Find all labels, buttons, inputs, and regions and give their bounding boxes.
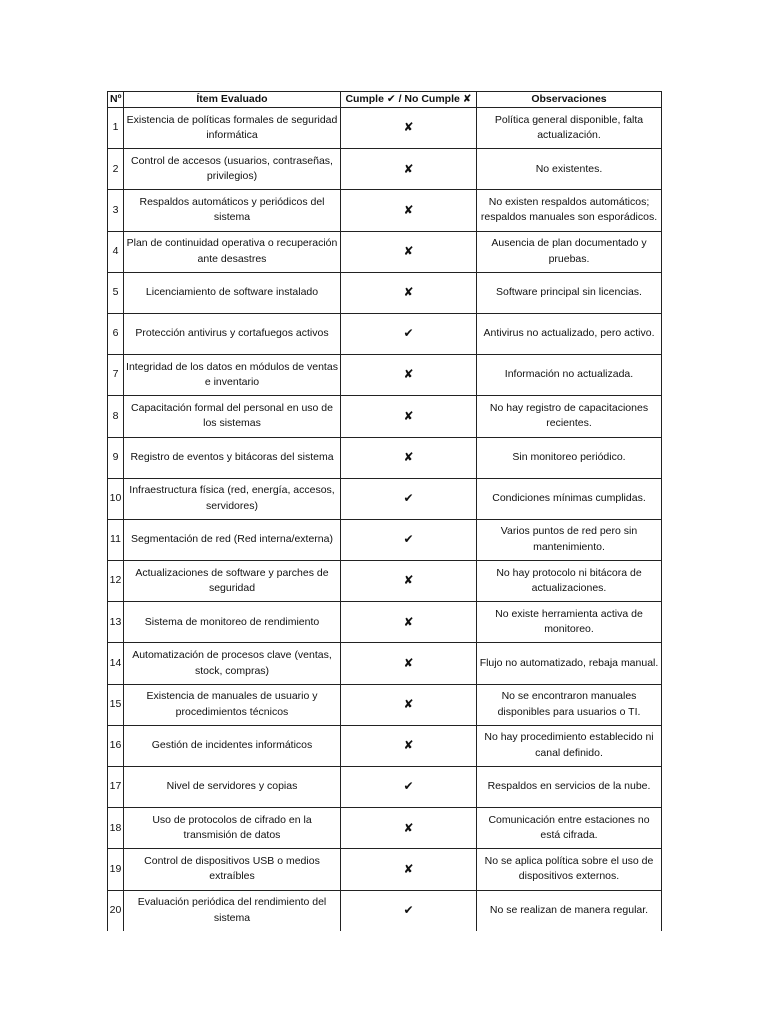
row-number: 6 [108,313,124,354]
table-row [108,355,662,396]
row-item: Plan de continuidad operativa o recuperación ante desastres [124,231,341,272]
row-item: Protección antivirus y cortafuegos activos [124,313,341,354]
table-row [108,149,662,190]
row-compliance-mark: ✘ [341,849,477,890]
table-row [108,519,662,560]
row-observation: Flujo no automatizado, rebaja manual. [477,643,662,684]
table-row [108,396,662,437]
row-item: Automatización de procesos clave (ventas, stock, compras) [124,643,341,684]
row-compliance-mark: ✘ [341,108,477,149]
row-item: Segmentación de red (Red interna/externa) [124,519,341,560]
row-item: Evaluación periódica del rendimiento del sistema [124,890,341,931]
row-compliance-mark: ✔ [341,478,477,519]
row-item: Uso de protocolos de cifrado en la transmisión de datos [124,808,341,849]
row-observation: No existen respaldos automáticos; respaldos manuales son esporádicos. [477,190,662,231]
row-compliance-mark: ✘ [341,643,477,684]
row-item: Sistema de monitoreo de rendimiento [124,602,341,643]
row-compliance-mark: ✘ [341,808,477,849]
table-row [108,231,662,272]
row-observation: Varios puntos de red pero sin mantenimiento. [477,519,662,560]
table-row [108,684,662,725]
row-number: 12 [108,561,124,602]
table-row [108,561,662,602]
table-row [108,313,662,354]
row-observation: Software principal sin licencias. [477,272,662,313]
row-item: Actualizaciones de software y parches de seguridad [124,561,341,602]
table-row [108,808,662,849]
row-observation: No existe herramienta activa de monitoreo. [477,602,662,643]
row-compliance-mark: ✘ [341,561,477,602]
row-compliance-mark: ✘ [341,272,477,313]
row-observation: Información no actualizada. [477,355,662,396]
row-observation: Ausencia de plan documentado y pruebas. [477,231,662,272]
row-number: 19 [108,849,124,890]
row-observation: Política general disponible, falta actualización. [477,108,662,149]
table-row [108,849,662,890]
table-row [108,478,662,519]
row-observation: Comunicación entre estaciones no está cifrada. [477,808,662,849]
row-observation: No existentes. [477,149,662,190]
row-number: 5 [108,272,124,313]
row-compliance-mark: ✘ [341,684,477,725]
row-number: 13 [108,602,124,643]
row-compliance-mark: ✔ [341,890,477,931]
row-observation: No se aplica política sobre el uso de dispositivos externos. [477,849,662,890]
row-number: 3 [108,190,124,231]
header-item: Ítem Evaluado [124,92,341,108]
row-number: 16 [108,725,124,766]
row-observation: Condiciones mínimas cumplidas. [477,478,662,519]
row-observation: No se encontraron manuales disponibles para usuarios o TI. [477,684,662,725]
row-item: Registro de eventos y bitácoras del sistema [124,437,341,478]
header-compliance: Cumple ✔ / No Cumple ✘ [341,92,477,108]
row-observation: No hay protocolo ni bitácora de actualizaciones. [477,561,662,602]
row-compliance-mark: ✘ [341,602,477,643]
evaluation-table [107,91,662,931]
row-number: 15 [108,684,124,725]
row-observation: No hay procedimiento establecido ni canal definido. [477,725,662,766]
table-row [108,643,662,684]
row-number: 10 [108,478,124,519]
row-compliance-mark: ✘ [341,355,477,396]
row-number: 8 [108,396,124,437]
row-number: 11 [108,519,124,560]
table-header-row [108,92,662,108]
table-row [108,437,662,478]
row-compliance-mark: ✘ [341,725,477,766]
row-compliance-mark: ✘ [341,231,477,272]
row-compliance-mark: ✔ [341,767,477,808]
table-row [108,108,662,149]
row-item: Control de accesos (usuarios, contraseñas, privilegios) [124,149,341,190]
row-item: Control de dispositivos USB o medios extraíbles [124,849,341,890]
row-compliance-mark: ✔ [341,313,477,354]
row-item: Nivel de servidores y copias [124,767,341,808]
row-number: 20 [108,890,124,931]
row-observation: No se realizan de manera regular. [477,890,662,931]
row-item: Integridad de los datos en módulos de ventas e inventario [124,355,341,396]
row-compliance-mark: ✔ [341,519,477,560]
table-row [108,767,662,808]
row-observation: Sin monitoreo periódico. [477,437,662,478]
row-number: 17 [108,767,124,808]
row-number: 2 [108,149,124,190]
row-item: Capacitación formal del personal en uso de los sistemas [124,396,341,437]
row-compliance-mark: ✘ [341,190,477,231]
row-number: 1 [108,108,124,149]
row-item: Existencia de políticas formales de seguridad informática [124,108,341,149]
row-item: Respaldos automáticos y periódicos del sistema [124,190,341,231]
table-row [108,272,662,313]
table-row [108,890,662,931]
row-number: 7 [108,355,124,396]
header-observations: Observaciones [477,92,662,108]
table-row [108,725,662,766]
row-observation: Respaldos en servicios de la nube. [477,767,662,808]
row-compliance-mark: ✘ [341,396,477,437]
row-compliance-mark: ✘ [341,149,477,190]
row-item: Gestión de incidentes informáticos [124,725,341,766]
row-item: Licenciamiento de software instalado [124,272,341,313]
table-row [108,190,662,231]
row-observation: Antivirus no actualizado, pero activo. [477,313,662,354]
row-compliance-mark: ✘ [341,437,477,478]
row-item: Infraestructura física (red, energía, accesos, servidores) [124,478,341,519]
header-number: Nº [108,92,124,108]
row-item: Existencia de manuales de usuario y procedimientos técnicos [124,684,341,725]
row-number: 18 [108,808,124,849]
row-number: 4 [108,231,124,272]
table-row [108,602,662,643]
row-observation: No hay registro de capacitaciones recientes. [477,396,662,437]
row-number: 9 [108,437,124,478]
row-number: 14 [108,643,124,684]
